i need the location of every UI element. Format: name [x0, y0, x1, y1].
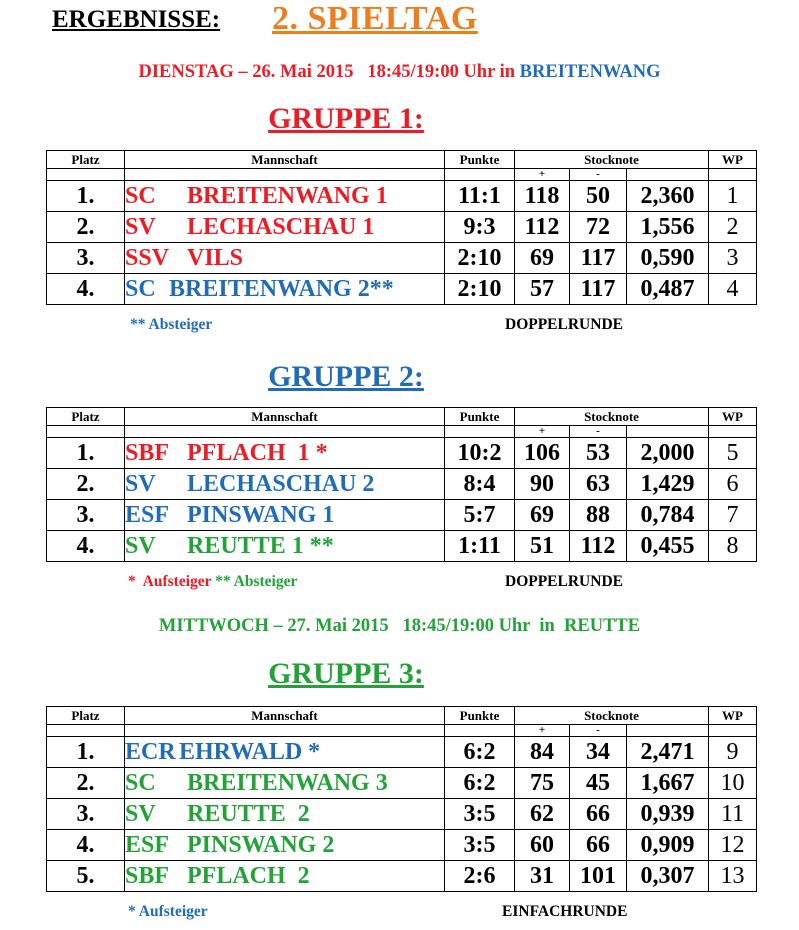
wp: 4	[709, 274, 757, 305]
group1-subheader-row	[47, 169, 757, 181]
team-name	[125, 737, 445, 768]
club: SV	[125, 800, 156, 827]
table-row	[47, 768, 757, 799]
club: SSV	[125, 244, 170, 271]
group1-note: ** Absteiger	[130, 316, 213, 333]
wp: 10	[709, 768, 757, 799]
team-name	[125, 768, 445, 799]
stock-plus: 69	[515, 500, 570, 531]
stock-plus: 118	[515, 181, 570, 212]
team: REUTTE 1 **	[187, 532, 334, 559]
stocknote: 0,939	[627, 799, 709, 830]
table-row	[47, 181, 757, 212]
table-row	[47, 500, 757, 531]
punkte: 2:6	[445, 861, 515, 892]
wp: 12	[709, 830, 757, 861]
platz: 4.	[47, 274, 125, 305]
header-platz: Platz	[47, 151, 125, 169]
stock-plus: 57	[515, 274, 570, 305]
stock-minus: 101	[570, 861, 627, 892]
group2-header-row	[47, 408, 757, 426]
punkte: 5:7	[445, 500, 515, 531]
team-name	[125, 469, 445, 500]
stock-plus: 31	[515, 861, 570, 892]
stocknote: 1,667	[627, 768, 709, 799]
platz: 3.	[47, 243, 125, 274]
punkte: 2:10	[445, 243, 515, 274]
table-row	[47, 737, 757, 768]
stock-minus: 72	[570, 212, 627, 243]
team-name	[125, 500, 445, 531]
team-name	[125, 830, 445, 861]
stock-plus: 69	[515, 243, 570, 274]
stock-minus: 66	[570, 830, 627, 861]
club: SV	[125, 470, 156, 497]
header-wp: WP	[709, 707, 757, 725]
header-plus: +	[515, 169, 570, 181]
club: SC	[125, 769, 156, 796]
matchday-title: 2. SPIELTAG	[272, 0, 478, 37]
punkte: 8:4	[445, 469, 515, 500]
header-plus: +	[515, 426, 570, 438]
club: SC	[125, 275, 156, 302]
team: PINSWANG 2	[187, 831, 335, 858]
group3-subheader-row	[47, 725, 757, 737]
header-minus: -	[570, 169, 627, 181]
header-plus: +	[515, 725, 570, 737]
group3-format: EINFACHRUNDE	[502, 903, 628, 920]
team: BREITENWANG 2**	[169, 275, 394, 302]
header-mannschaft: Mannschaft	[125, 151, 445, 169]
table-row	[47, 243, 757, 274]
results-label: ERGEBNISSE:	[52, 6, 221, 33]
stock-plus: 62	[515, 799, 570, 830]
stocknote: 0,909	[627, 830, 709, 861]
team-name	[125, 181, 445, 212]
table-row	[47, 438, 757, 469]
table-row	[47, 212, 757, 243]
group2-subheader-row	[47, 426, 757, 438]
punkte: 9:3	[445, 212, 515, 243]
header-wp: WP	[709, 151, 757, 169]
header-stocknote: Stocknote	[515, 707, 709, 725]
platz: 1.	[47, 737, 125, 768]
group1-header-row	[47, 151, 757, 169]
team-name	[125, 438, 445, 469]
table-row	[47, 799, 757, 830]
stock-minus: 112	[570, 531, 627, 562]
stocknote: 2,000	[627, 438, 709, 469]
club: SC	[125, 182, 156, 209]
platz: 2.	[47, 768, 125, 799]
stock-minus: 63	[570, 469, 627, 500]
platz: 2.	[47, 212, 125, 243]
punkte: 1:11	[445, 531, 515, 562]
stocknote: 0,590	[627, 243, 709, 274]
team: REUTTE 2	[187, 800, 310, 827]
day1-date: DIENSTAG – 26. Mai 2015	[138, 62, 354, 82]
stocknote: 0,487	[627, 274, 709, 305]
stock-plus: 84	[515, 737, 570, 768]
stock-plus: 106	[515, 438, 570, 469]
team: BREITENWANG 3	[187, 769, 388, 796]
stock-minus: 45	[570, 768, 627, 799]
stock-plus: 75	[515, 768, 570, 799]
wp: 6	[709, 469, 757, 500]
day2-line	[0, 616, 799, 637]
stocknote: 2,471	[627, 737, 709, 768]
stock-minus: 66	[570, 799, 627, 830]
group2-table	[46, 407, 757, 562]
group1-format: DOPPELRUNDE	[505, 316, 623, 333]
group3-title: GRUPPE 3:	[268, 657, 424, 690]
header-mannschaft: Mannschaft	[125, 707, 445, 725]
table-row	[47, 861, 757, 892]
punkte: 2:10	[445, 274, 515, 305]
team: BREITENWANG 1	[187, 182, 388, 209]
stock-plus: 112	[515, 212, 570, 243]
team: LECHASCHAU 2	[187, 470, 375, 497]
team-name	[125, 799, 445, 830]
stock-plus: 51	[515, 531, 570, 562]
stocknote: 0,455	[627, 531, 709, 562]
punkte: 6:2	[445, 737, 515, 768]
club: ESF	[125, 501, 170, 528]
platz: 4.	[47, 830, 125, 861]
wp: 3	[709, 243, 757, 274]
punkte: 10:2	[445, 438, 515, 469]
group2-note-up: * Aufsteiger	[128, 573, 212, 590]
header-minus: -	[570, 426, 627, 438]
day2-place: REUTTE	[564, 616, 641, 636]
wp: 5	[709, 438, 757, 469]
header-minus: -	[570, 725, 627, 737]
group2-notes	[128, 573, 297, 591]
wp: 11	[709, 799, 757, 830]
day1-place: BREITENWANG	[519, 62, 661, 82]
punkte: 6:2	[445, 768, 515, 799]
table-row	[47, 830, 757, 861]
team: PFLACH 2	[187, 862, 310, 889]
group2-note-down: ** Absteiger	[215, 573, 298, 590]
stocknote: 1,429	[627, 469, 709, 500]
club: ESF	[125, 831, 170, 858]
platz: 3.	[47, 500, 125, 531]
team-name	[125, 243, 445, 274]
team: LECHASCHAU 1	[187, 213, 375, 240]
day1-time: 18:45/19:00 Uhr in	[367, 62, 516, 82]
stocknote: 0,307	[627, 861, 709, 892]
table-row	[47, 274, 757, 305]
group3-table	[46, 706, 757, 892]
header-stocknote: Stocknote	[515, 151, 709, 169]
header-wp: WP	[709, 408, 757, 426]
platz: 1.	[47, 438, 125, 469]
team: VILS	[187, 244, 244, 271]
platz: 1.	[47, 181, 125, 212]
header-punkte: Punkte	[445, 408, 515, 426]
platz: 2.	[47, 469, 125, 500]
group2-format: DOPPELRUNDE	[505, 573, 623, 590]
wp: 13	[709, 861, 757, 892]
header-stocknote: Stocknote	[515, 408, 709, 426]
header-platz: Platz	[47, 408, 125, 426]
punkte: 3:5	[445, 799, 515, 830]
wp: 7	[709, 500, 757, 531]
header-punkte: Punkte	[445, 151, 515, 169]
wp: 9	[709, 737, 757, 768]
stock-minus: 117	[570, 274, 627, 305]
team-name	[125, 531, 445, 562]
club: SBF	[125, 439, 170, 466]
team-name	[125, 861, 445, 892]
stock-minus: 53	[570, 438, 627, 469]
stocknote: 0,784	[627, 500, 709, 531]
stocknote: 2,360	[627, 181, 709, 212]
header-platz: Platz	[47, 707, 125, 725]
table-row	[47, 469, 757, 500]
team-name	[125, 274, 445, 305]
platz: 3.	[47, 799, 125, 830]
group1-title: GRUPPE 1:	[268, 102, 424, 135]
team: EHRWALD *	[179, 738, 321, 765]
group1-table	[46, 150, 757, 305]
team: PINSWANG 1	[187, 501, 335, 528]
day2-date: MITTWOCH – 27. Mai 2015	[158, 616, 389, 636]
stock-plus: 60	[515, 830, 570, 861]
stock-minus: 117	[570, 243, 627, 274]
table-row	[47, 531, 757, 562]
team: PFLACH 1 *	[187, 439, 328, 466]
day2-time: 18:45/19:00 Uhr in	[402, 616, 555, 636]
club: SV	[125, 213, 156, 240]
wp: 8	[709, 531, 757, 562]
club: SBF	[125, 862, 170, 889]
header-mannschaft: Mannschaft	[125, 408, 445, 426]
group2-title: GRUPPE 2:	[268, 360, 424, 393]
punkte: 3:5	[445, 830, 515, 861]
wp: 2	[709, 212, 757, 243]
platz: 5.	[47, 861, 125, 892]
stock-minus: 34	[570, 737, 627, 768]
header-punkte: Punkte	[445, 707, 515, 725]
stock-minus: 88	[570, 500, 627, 531]
wp: 1	[709, 181, 757, 212]
group3-note: * Aufsteiger	[128, 903, 208, 920]
punkte: 11:1	[445, 181, 515, 212]
stock-plus: 90	[515, 469, 570, 500]
group3-header-row	[47, 707, 757, 725]
club: ECR	[125, 738, 176, 765]
stock-minus: 50	[570, 181, 627, 212]
club: SV	[125, 532, 156, 559]
team-name	[125, 212, 445, 243]
stocknote: 1,556	[627, 212, 709, 243]
platz: 4.	[47, 531, 125, 562]
day1-line	[0, 62, 799, 83]
